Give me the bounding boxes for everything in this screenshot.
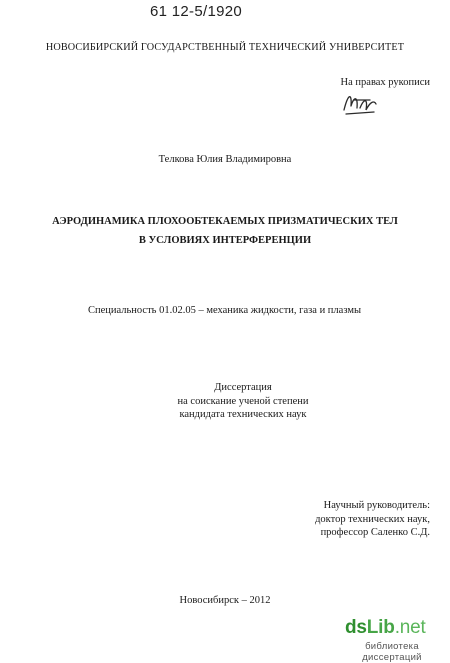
title-line-2: В УСЛОВИЯХ ИНТЕРФЕРЕНЦИИ: [138, 235, 312, 246]
degree-line-2: на соискание ученой степени: [177, 395, 309, 407]
supervisor-block: [315, 499, 430, 540]
author-name: Телкова Юлия Владимировна: [158, 154, 292, 165]
supervisor-line-2: доктор технических наук,: [315, 513, 430, 525]
supervisor-line-3: профессор Саленко С.Д.: [320, 527, 430, 538]
degree-line-1: Диссертация: [214, 382, 272, 393]
specialty-line: Специальность 01.02.05 – механика жидкости, газа и плазмы: [88, 305, 362, 316]
logo-subtitle: библиотека диссертаций: [362, 641, 422, 663]
archive-stamp: 61 12-5/1920: [150, 3, 243, 20]
title-line-1: АЭРОДИНАМИКА ПЛОХООБТЕКАЕМЫХ ПРИЗМАТИЧЕСКИХ ТЕЛ: [52, 216, 398, 227]
degree-block: [140, 381, 346, 422]
city-year: Новосибирск – 2012: [179, 595, 271, 606]
signature-icon: [340, 88, 380, 118]
dslib-watermark-logo: [339, 617, 445, 663]
dissertation-title: [0, 212, 450, 250]
degree-line-3: кандидата технических наук: [179, 409, 307, 420]
university-name: НОВОСИБИРСКИЙ ГОСУДАРСТВЕННЫЙ ТЕХНИЧЕСКИЙ УНИВЕРСИТЕТ: [45, 42, 405, 53]
logo-wordmark: dsLib.net: [345, 617, 426, 638]
supervisor-line-1: Научный руководитель:: [323, 500, 430, 511]
manuscript-rights-note: На правах рукописи: [340, 77, 430, 88]
